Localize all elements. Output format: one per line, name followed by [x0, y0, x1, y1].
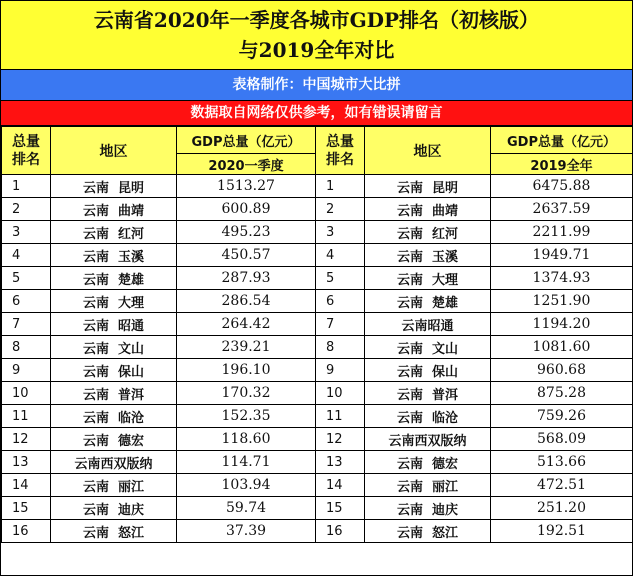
left-region-cell: 云南 昆明 — [51, 175, 177, 198]
right-gdp-cell: 251.20 — [491, 497, 633, 520]
left-rank-cell: 13 — [2, 451, 51, 474]
right-rank-cell: 1 — [316, 175, 365, 198]
table-row — [2, 175, 633, 198]
left-region-cell: 云南 德宏 — [51, 428, 177, 451]
right-rank-cell: 16 — [316, 520, 365, 543]
left-gdp-cell: 114.71 — [177, 451, 316, 474]
right-region-cell: 云南昭通 — [365, 313, 491, 336]
title-line-1: 云南省2020年一季度各城市GDP排名（初核版） — [93, 8, 540, 32]
table-row — [2, 405, 633, 428]
table-row — [2, 428, 633, 451]
right-region-cell: 云南 红河 — [365, 221, 491, 244]
header-rank-left — [2, 127, 51, 175]
left-region-cell: 云南 临沧 — [51, 405, 177, 428]
right-region-cell: 云南 楚雄 — [365, 290, 491, 313]
left-rank-cell: 16 — [2, 520, 51, 543]
left-gdp-cell: 103.94 — [177, 474, 316, 497]
header-period-right: 2019全年 — [491, 154, 633, 175]
author-banner: 表格制作：中国城市大比拼 — [1, 70, 632, 101]
table-row — [2, 359, 633, 382]
disclaimer-banner: 数据取自网络仅供参考，如有错误请留言 — [1, 101, 632, 126]
left-rank-cell: 1 — [2, 175, 51, 198]
left-rank-cell: 3 — [2, 221, 51, 244]
right-region-cell: 云南 德宏 — [365, 451, 491, 474]
header-rank-right — [316, 127, 365, 175]
header-region-right: 地区 — [365, 127, 491, 175]
right-gdp-cell: 1251.90 — [491, 290, 633, 313]
right-region-cell: 云南 保山 — [365, 359, 491, 382]
header-region-left: 地区 — [51, 127, 177, 175]
right-gdp-cell: 1374.93 — [491, 267, 633, 290]
right-region-cell: 云南 昆明 — [365, 175, 491, 198]
left-rank-cell: 10 — [2, 382, 51, 405]
header-row-1 — [2, 127, 633, 154]
right-rank-cell: 11 — [316, 405, 365, 428]
title-banner — [1, 1, 632, 70]
left-rank-cell: 6 — [2, 290, 51, 313]
left-region-cell: 云南 保山 — [51, 359, 177, 382]
right-gdp-cell: 2637.59 — [491, 198, 633, 221]
right-gdp-cell: 1949.71 — [491, 244, 633, 267]
right-rank-cell: 4 — [316, 244, 365, 267]
table-body — [2, 175, 633, 543]
table-row — [2, 474, 633, 497]
left-gdp-cell: 196.10 — [177, 359, 316, 382]
left-gdp-cell: 1513.27 — [177, 175, 316, 198]
header-rank-right-text: 总量 排名 — [326, 133, 354, 168]
right-rank-cell: 15 — [316, 497, 365, 520]
right-region-cell: 云南 玉溪 — [365, 244, 491, 267]
left-region-cell: 云南 普洱 — [51, 382, 177, 405]
left-region-cell: 云南 文山 — [51, 336, 177, 359]
right-region-cell: 云南 曲靖 — [365, 198, 491, 221]
left-region-cell: 云南 曲靖 — [51, 198, 177, 221]
left-gdp-cell: 170.32 — [177, 382, 316, 405]
table-row — [2, 336, 633, 359]
header-gdp-left: GDP总量（亿元） — [177, 127, 316, 154]
right-gdp-cell: 192.51 — [491, 520, 633, 543]
right-rank-cell: 7 — [316, 313, 365, 336]
title-line-2: 与2019全年对比 — [238, 38, 395, 62]
table-row — [2, 267, 633, 290]
right-region-cell: 云南 临沧 — [365, 405, 491, 428]
left-rank-cell: 2 — [2, 198, 51, 221]
left-region-cell: 云南西双版纳 — [51, 451, 177, 474]
left-gdp-cell: 495.23 — [177, 221, 316, 244]
right-rank-cell: 8 — [316, 336, 365, 359]
left-gdp-cell: 152.35 — [177, 405, 316, 428]
right-rank-cell: 9 — [316, 359, 365, 382]
left-gdp-cell: 239.21 — [177, 336, 316, 359]
left-rank-cell: 11 — [2, 405, 51, 428]
table-row — [2, 451, 633, 474]
gdp-table — [1, 126, 633, 543]
right-region-cell: 云南 丽江 — [365, 474, 491, 497]
left-gdp-cell: 264.42 — [177, 313, 316, 336]
right-rank-cell: 14 — [316, 474, 365, 497]
left-rank-cell: 15 — [2, 497, 51, 520]
left-region-cell: 云南 玉溪 — [51, 244, 177, 267]
right-region-cell: 云南 普洱 — [365, 382, 491, 405]
left-gdp-cell: 37.39 — [177, 520, 316, 543]
header-period-left: 2020一季度 — [177, 154, 316, 175]
left-gdp-cell: 286.54 — [177, 290, 316, 313]
left-gdp-cell: 118.60 — [177, 428, 316, 451]
table-row — [2, 244, 633, 267]
left-region-cell: 云南 迪庆 — [51, 497, 177, 520]
left-region-cell: 云南 红河 — [51, 221, 177, 244]
table-row — [2, 198, 633, 221]
left-rank-cell: 4 — [2, 244, 51, 267]
left-region-cell: 云南 怒江 — [51, 520, 177, 543]
table-row — [2, 382, 633, 405]
right-gdp-cell: 472.51 — [491, 474, 633, 497]
table-row — [2, 497, 633, 520]
right-region-cell: 云南 文山 — [365, 336, 491, 359]
left-rank-cell: 12 — [2, 428, 51, 451]
table-row — [2, 221, 633, 244]
right-gdp-cell: 513.66 — [491, 451, 633, 474]
right-rank-cell: 12 — [316, 428, 365, 451]
table-row — [2, 290, 633, 313]
left-gdp-cell: 450.57 — [177, 244, 316, 267]
right-gdp-cell: 759.26 — [491, 405, 633, 428]
right-gdp-cell: 875.28 — [491, 382, 633, 405]
header-rank-left-text: 总量 排名 — [12, 133, 40, 168]
header-gdp-right: GDP总量（亿元） — [491, 127, 633, 154]
left-rank-cell: 7 — [2, 313, 51, 336]
left-region-cell: 云南 昭通 — [51, 313, 177, 336]
right-gdp-cell: 6475.88 — [491, 175, 633, 198]
left-gdp-cell: 59.74 — [177, 497, 316, 520]
table-row — [2, 520, 633, 543]
right-rank-cell: 5 — [316, 267, 365, 290]
right-region-cell: 云南 迪庆 — [365, 497, 491, 520]
left-rank-cell: 14 — [2, 474, 51, 497]
left-region-cell: 云南 楚雄 — [51, 267, 177, 290]
right-rank-cell: 10 — [316, 382, 365, 405]
right-gdp-cell: 960.68 — [491, 359, 633, 382]
right-gdp-cell: 1081.60 — [491, 336, 633, 359]
right-gdp-cell: 568.09 — [491, 428, 633, 451]
right-gdp-cell: 2211.99 — [491, 221, 633, 244]
left-gdp-cell: 600.89 — [177, 198, 316, 221]
right-rank-cell: 6 — [316, 290, 365, 313]
right-rank-cell: 13 — [316, 451, 365, 474]
left-region-cell: 云南 丽江 — [51, 474, 177, 497]
table-row — [2, 313, 633, 336]
right-rank-cell: 2 — [316, 198, 365, 221]
right-region-cell: 云南 怒江 — [365, 520, 491, 543]
right-gdp-cell: 1194.20 — [491, 313, 633, 336]
right-rank-cell: 3 — [316, 221, 365, 244]
left-gdp-cell: 287.93 — [177, 267, 316, 290]
left-region-cell: 云南 大理 — [51, 290, 177, 313]
left-rank-cell: 9 — [2, 359, 51, 382]
right-region-cell: 云南 大理 — [365, 267, 491, 290]
left-rank-cell: 8 — [2, 336, 51, 359]
left-rank-cell: 5 — [2, 267, 51, 290]
right-region-cell: 云南西双版纳 — [365, 428, 491, 451]
